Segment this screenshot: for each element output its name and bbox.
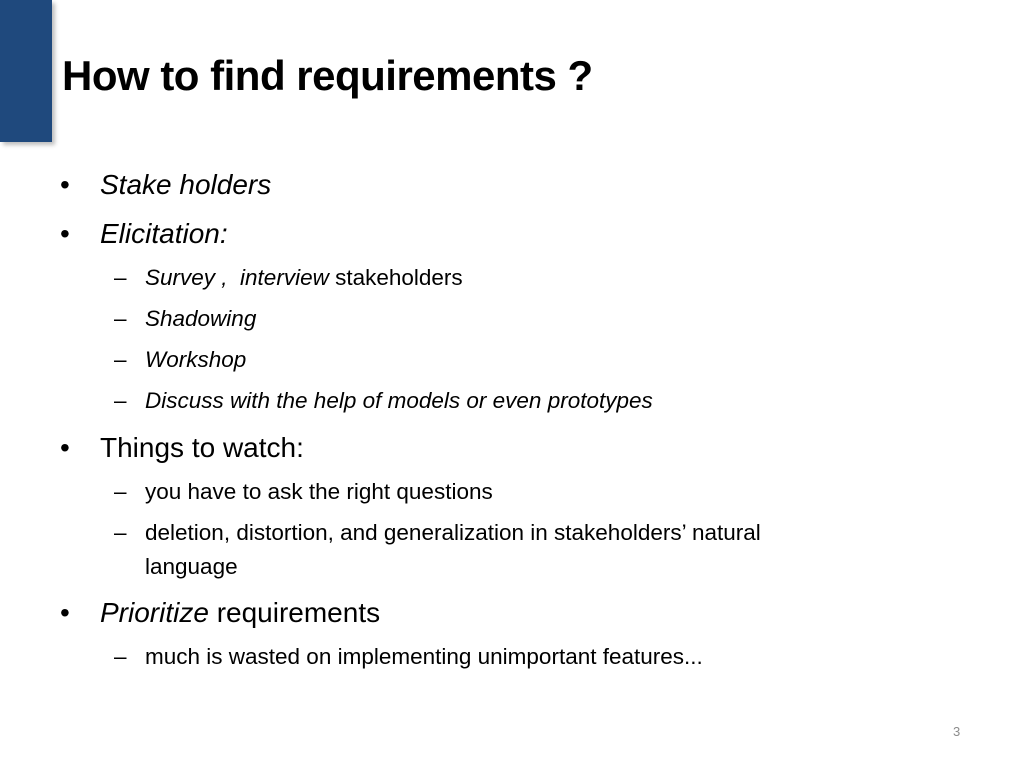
slide-title: How to find requirements ?: [62, 52, 593, 99]
item-text-line1: deletion, distortion, and generalization in stakeholders’ natural: [145, 520, 761, 545]
title-accent-bar: [0, 0, 52, 142]
item-text: Discuss with the help of models or even prototypes: [145, 388, 653, 413]
dash-marker: –: [114, 520, 127, 545]
bullet-marker: •: [60, 218, 70, 249]
item-text: much is wasted on implementing unimportant features...: [145, 644, 703, 669]
item-text: Workshop: [145, 347, 247, 372]
bullet-marker: •: [60, 432, 70, 463]
list-item-ask-questions: [114, 478, 493, 506]
item-text: Elicitation:: [100, 218, 228, 249]
list-item-stakeholders: [60, 168, 272, 202]
list-item-elicitation: [60, 217, 228, 251]
item-text-stakeholders: stakeholders: [328, 265, 463, 290]
list-item-workshop: [114, 346, 247, 374]
list-item-things-to-watch: [60, 431, 304, 465]
list-item-discuss: [114, 387, 653, 415]
item-text-line2: language: [145, 554, 238, 579]
list-item-prioritize: [60, 596, 381, 630]
item-text-interview: interview: [240, 265, 329, 290]
dash-marker: –: [114, 265, 127, 290]
dash-marker: –: [114, 306, 127, 331]
list-item-wasted: [114, 643, 703, 671]
list-item-survey: [114, 264, 463, 292]
item-text-requirements: requirements: [208, 597, 381, 628]
dash-marker: –: [114, 644, 127, 669]
page-number: 3: [953, 724, 961, 739]
dash-marker: –: [114, 347, 127, 372]
bullet-marker: •: [60, 169, 70, 200]
item-text: Shadowing: [145, 306, 257, 331]
list-item-shadowing: [114, 305, 257, 333]
list-item-deletion: [114, 519, 761, 547]
item-text: Things to watch:: [100, 432, 304, 463]
item-text-survey: Survey ,: [145, 265, 228, 290]
item-text: Stake holders: [100, 169, 272, 200]
bullet-marker: •: [60, 597, 70, 628]
item-text-prioritize: Prioritize: [100, 597, 209, 628]
dash-marker: –: [114, 479, 127, 504]
dash-marker: –: [114, 388, 127, 413]
list-item-deletion-continued: [145, 553, 238, 581]
item-text: you have to ask the right questions: [145, 479, 493, 504]
